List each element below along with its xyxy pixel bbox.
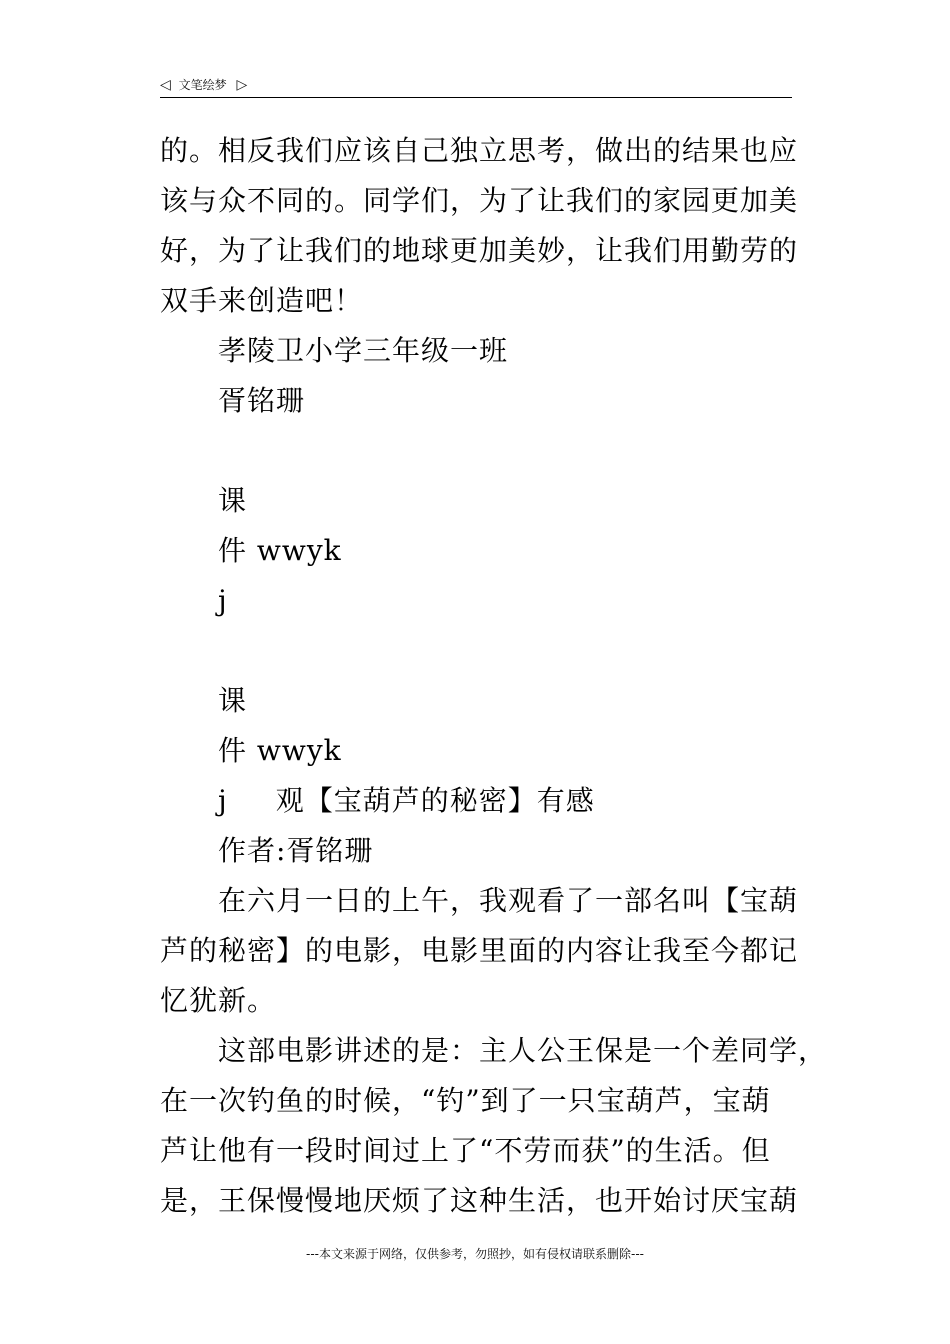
page-header [160, 72, 792, 98]
article-title: 观【宝葫芦的秘密】有感 [275, 784, 595, 817]
article-title-line [160, 776, 800, 826]
page-footer: ---本文来源于网络，仅供参考，勿照抄，如有侵权请联系删除--- [306, 1247, 644, 1261]
paragraph-line: 在一次钓鱼的时候，“钓”到了一只宝葫芦，宝葫 [160, 1084, 771, 1117]
blank-line [160, 426, 800, 476]
paragraph-line: 这部电影讲述的是：主人公王保是一个差同学， [218, 1034, 828, 1067]
school-signature: 孝陵卫小学三年级一班 [218, 334, 509, 367]
paragraph-line: 在六月一日的上午，我观看了一部名叫【宝葫 [218, 884, 799, 917]
courseware-line: 件 wwyk [218, 734, 342, 767]
header-divider [160, 97, 792, 98]
courseware-fragment: j [218, 784, 228, 817]
paragraph-line: 该与众不同的。同学们，为了让我们的家园更加美 [160, 184, 799, 217]
paragraph-line: 好，为了让我们的地球更加美妙，让我们用勤劳的 [160, 234, 799, 267]
left-triangle-icon: ◁ [160, 76, 171, 93]
paragraph-line: 芦的秘密】的电影，电影里面的内容让我至今都记 [160, 934, 799, 967]
courseware-line: 课 [218, 484, 248, 517]
paragraph-line: 是，王保慢慢地厌烦了这种生活，也开始讨厌宝葫 [160, 1184, 799, 1217]
paragraph-line: 的。相反我们应该自己独立思考，做出的结果也应 [160, 134, 799, 167]
document-body [160, 126, 828, 1226]
paragraph-line: 双手来创造吧！ [160, 284, 364, 317]
author-signature: 胥铭珊 [218, 384, 306, 417]
courseware-line: j [218, 584, 228, 617]
paragraph-line: 忆犹新。 [160, 984, 277, 1017]
paragraph-line: 芦让他有一段时间过上了“不劳而获”的生活。但 [160, 1134, 771, 1167]
header-title: 文笔绘梦 [178, 77, 227, 92]
right-triangle-icon: ▷ [236, 76, 248, 93]
blank-line [160, 626, 800, 676]
courseware-line: 件 wwyk [218, 534, 342, 567]
byline: 作者:胥铭珊 [218, 834, 374, 867]
courseware-line: 课 [218, 684, 248, 717]
